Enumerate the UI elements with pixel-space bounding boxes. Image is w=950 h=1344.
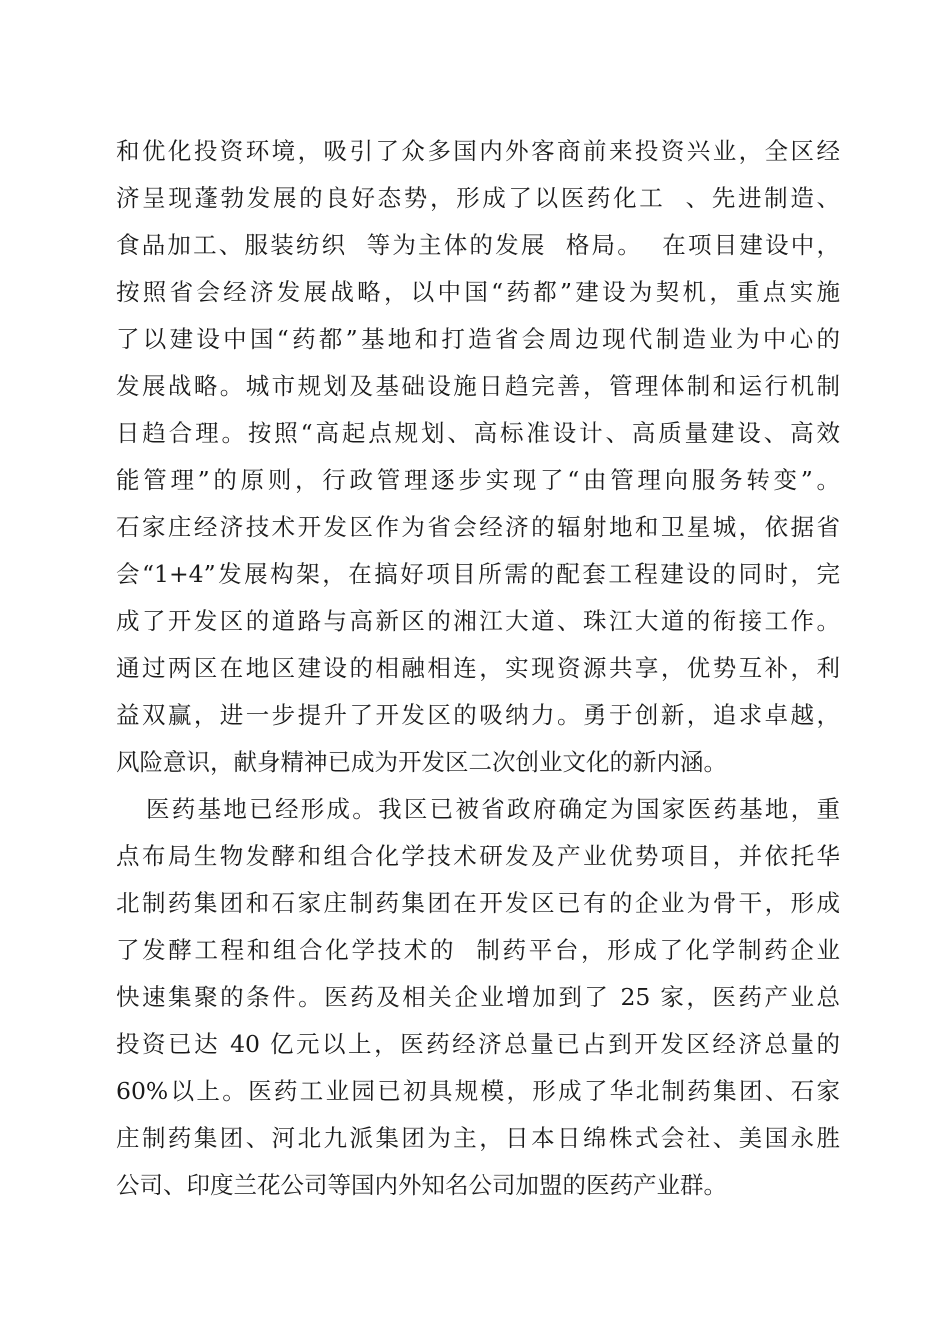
text-line: 投资已达 40 亿元以上，医药经济总量已占到开发区经济总量的 bbox=[116, 1030, 840, 1058]
text-line: 快速集聚的条件。医药及相关企业增加到了 25 家，医药产业总 bbox=[116, 983, 840, 1011]
text-line: 了以建设中国“药都”基地和打造省会周边现代制造业为中心的 bbox=[116, 325, 840, 353]
text-line: 日趋合理。按照“高起点规划、高标准设计、高质量建设、高效 bbox=[116, 419, 840, 447]
text-line: 成了开发区的道路与高新区的湘江大道、珠江大道的衔接工作。 bbox=[116, 607, 840, 635]
text-line: 北制药集团和石家庄制药集团在开发区已有的企业为骨干，形成 bbox=[116, 889, 840, 917]
text-line: 石家庄经济技术开发区作为省会经济的辐射地和卫星城，依据省 bbox=[116, 513, 840, 541]
text-line: 发展战略。城市规划及基础设施日趋完善，管理体制和运行机制 bbox=[116, 372, 840, 400]
text-line: 和优化投资环境，吸引了众多国内外客商前来投资兴业，全区经 bbox=[116, 137, 840, 165]
document-body bbox=[116, 128, 840, 1209]
text-line: 按照省会经济发展战略，以中国“药都”建设为契机，重点实施 bbox=[116, 278, 840, 306]
text-line: 会“1+4”发展构架，在搞好项目所需的配套工程建设的同时，完 bbox=[116, 560, 840, 588]
text-line: 点布局生物发酵和组合化学技术研发及产业优势项目，并依托华 bbox=[116, 842, 840, 870]
paragraph-1 bbox=[116, 128, 840, 786]
paragraph-2 bbox=[116, 786, 840, 1209]
text-line: 食品加工、服装纺织 等为主体的发展 格局。 在项目建设中， bbox=[116, 231, 840, 259]
text-line: 济呈现蓬勃发展的良好态势，形成了以医药化工 、先进制造、 bbox=[116, 184, 840, 212]
text-line: 庄制药集团、河北九派集团为主，日本日绵株式会社、美国永胜 bbox=[116, 1124, 840, 1152]
text-line: 医药基地已经形成。我区已被省政府确定为国家医药基地，重 bbox=[146, 795, 840, 823]
text-line: 60%以上。医药工业园已初具规模，形成了华北制药集团、石家 bbox=[116, 1077, 840, 1105]
text-line: 了发酵工程和组合化学技术的 制药平台，形成了化学制药企业 bbox=[116, 936, 840, 964]
text-line: 风险意识，献身精神已成为开发区二次创业文化的新内涵。 bbox=[116, 748, 727, 776]
text-line: 通过两区在地区建设的相融相连，实现资源共享，优势互补，利 bbox=[116, 654, 840, 682]
text-line: 公司、印度兰花公司等国内外知名公司加盟的医药产业群。 bbox=[116, 1171, 727, 1199]
text-line: 益双赢，进一步提升了开发区的吸纳力。勇于创新，追求卓越， bbox=[116, 701, 840, 729]
text-line: 能管理”的原则，行政管理逐步实现了“由管理向服务转变”。 bbox=[116, 466, 840, 494]
